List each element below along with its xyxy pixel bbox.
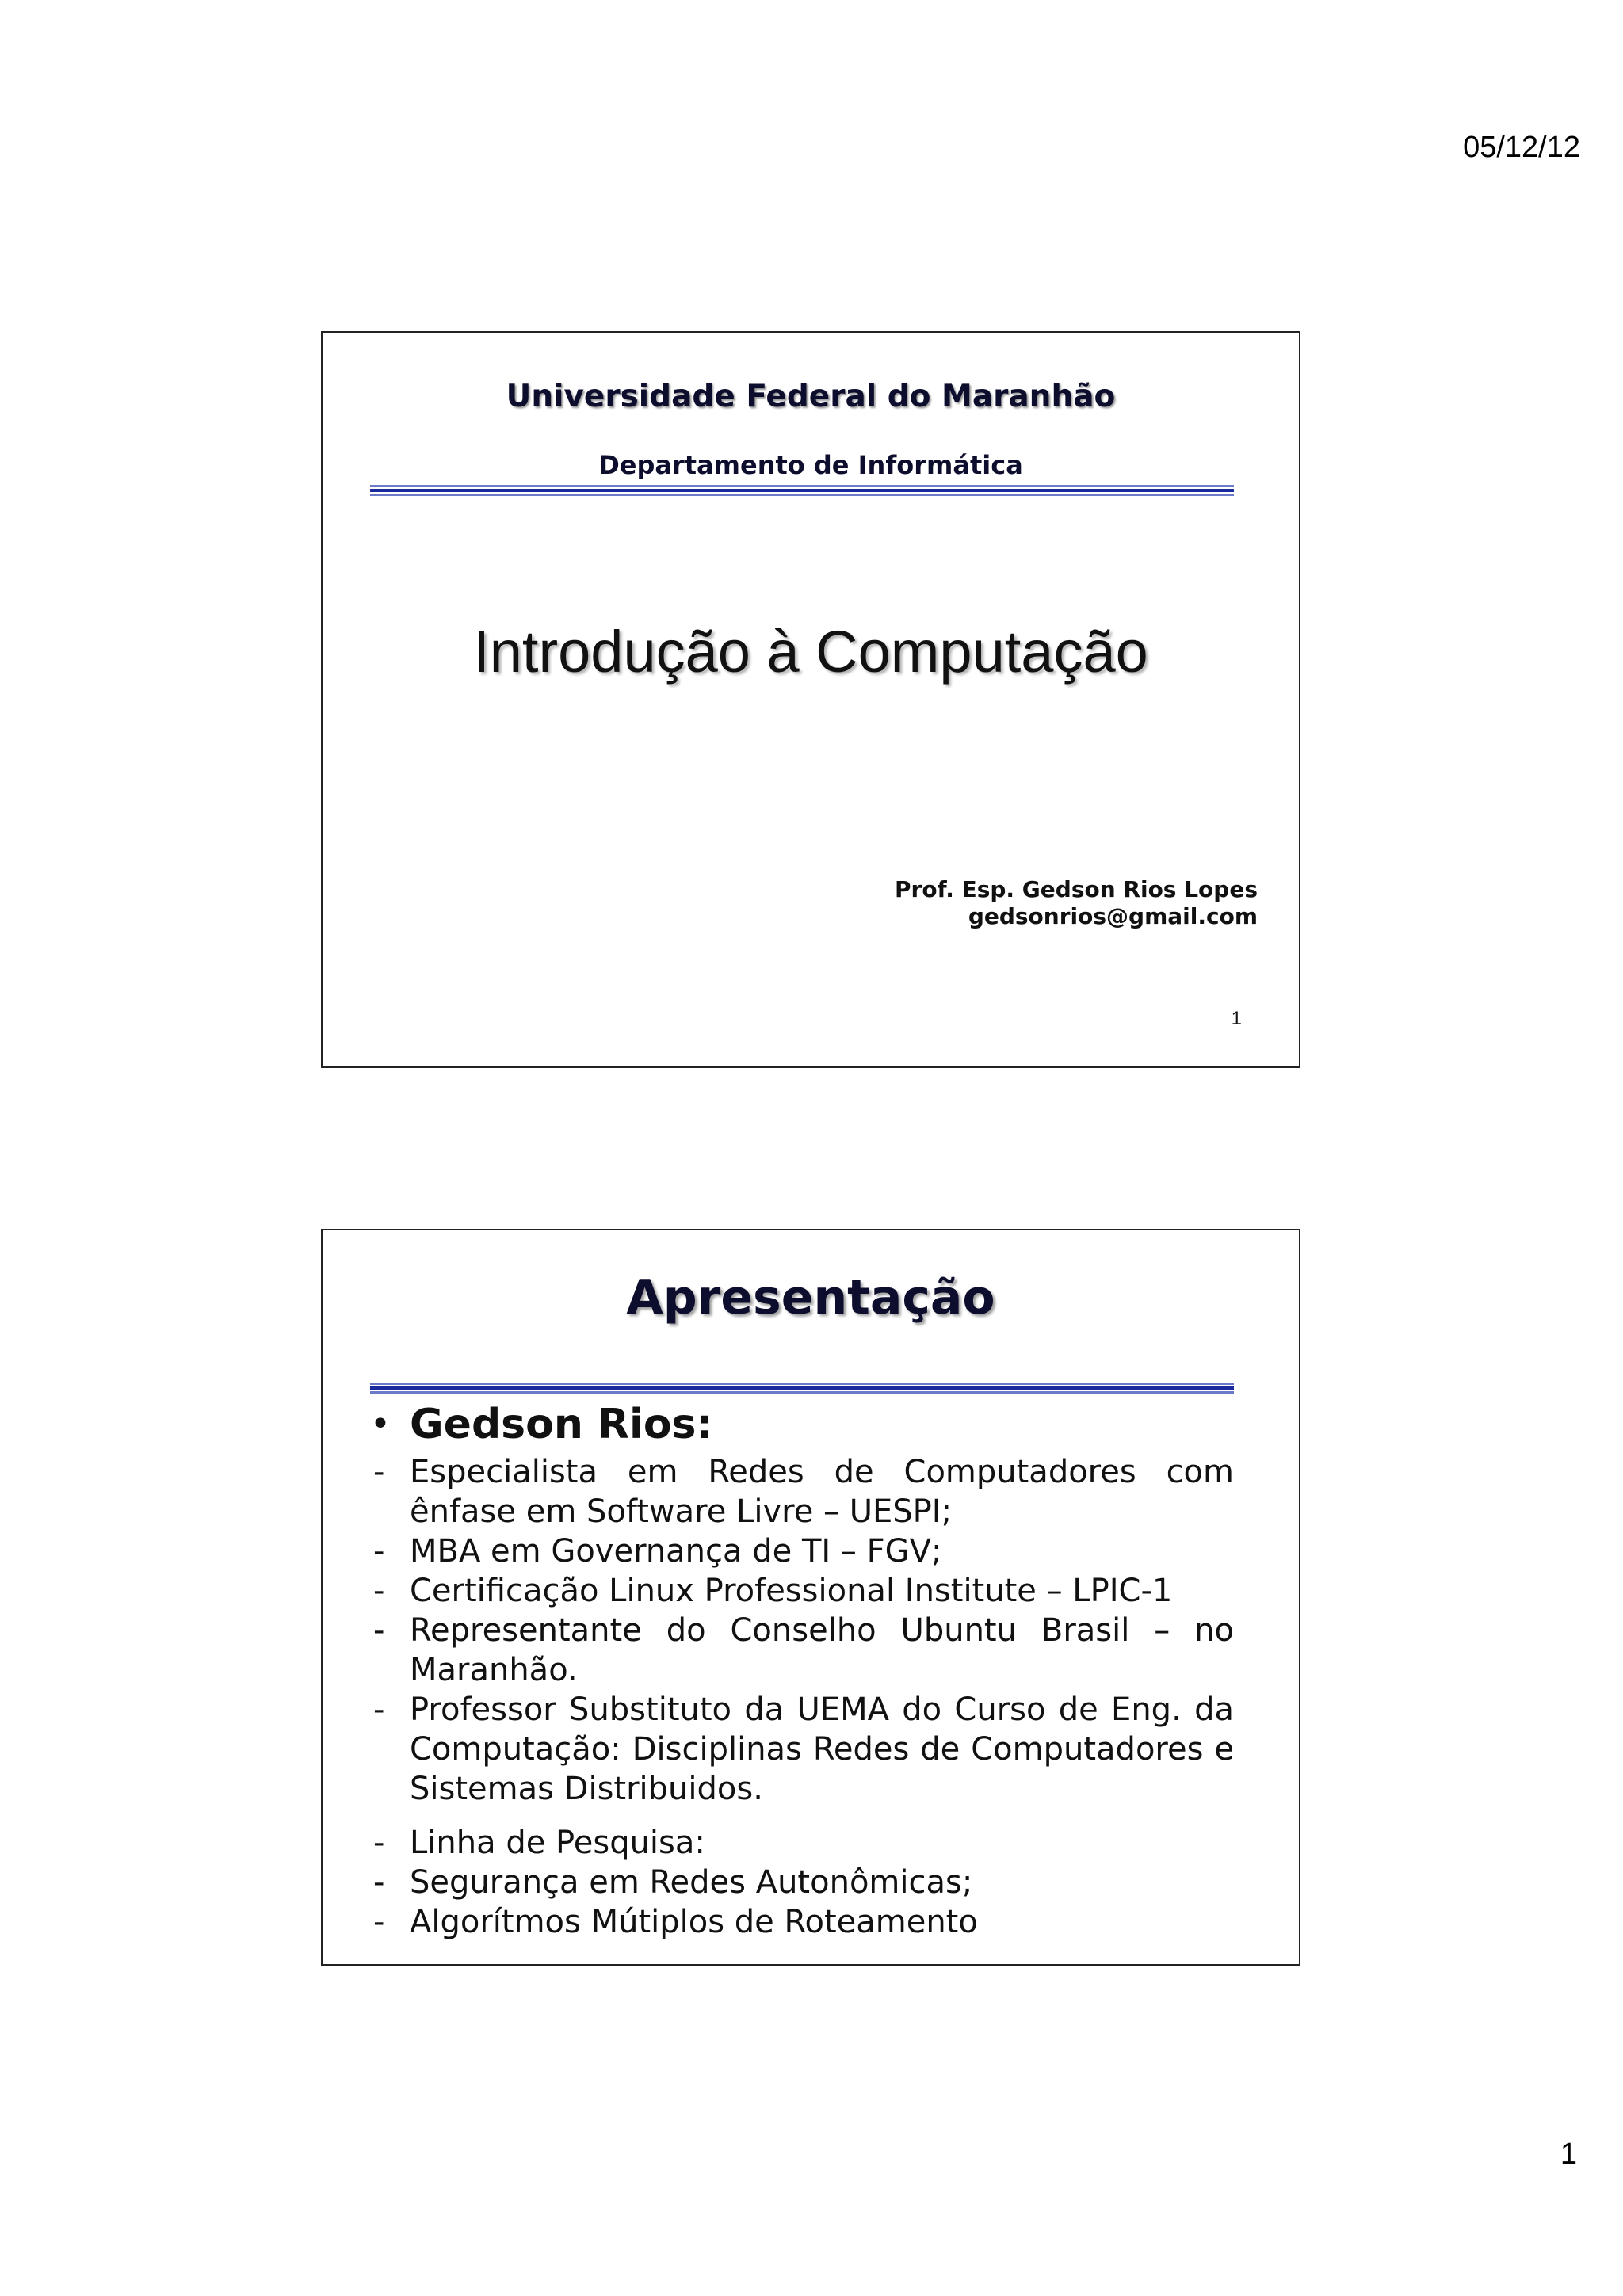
institution-name: Universidade Federal do Maranhão	[506, 379, 1116, 414]
dash-icon: -	[373, 1825, 385, 1861]
list-item	[370, 1531, 1234, 1571]
list-item	[370, 1863, 1234, 1902]
dash-icon: -	[373, 1612, 385, 1649]
list-item	[370, 1902, 1234, 1942]
author-block	[895, 876, 1258, 930]
list-item	[370, 1611, 1234, 1690]
bullet-heading-text: Gedson Rios:	[410, 1401, 713, 1448]
page-date: 05/12/12	[1463, 131, 1580, 164]
list-item-text: Certificação Linux Professional Institute – LPIC-1	[410, 1573, 1173, 1609]
list-item-text: Professor Substituto da UEMA do Curso de Eng. da Computação: Disciplinas Redes de Computadores e Sistemas Distribuidos.	[410, 1691, 1234, 1807]
dash-icon: -	[373, 1454, 385, 1490]
list-item-text: Linha de Pesquisa:	[410, 1825, 705, 1861]
header-divider	[370, 485, 1234, 496]
list-item-text: MBA em Governança de TI – FGV;	[410, 1533, 942, 1569]
section-title: Apresentação	[626, 1270, 995, 1325]
bullet-icon: •	[370, 1404, 391, 1444]
author-name: Prof. Esp. Gedson Rios Lopes	[894, 876, 1258, 902]
list-item-text: Representante do Conselho Ubuntu Brasil – no Maranhão.	[410, 1612, 1234, 1688]
list-item-text: Segurança em Redes Autonômicas;	[410, 1864, 973, 1901]
bullet-heading	[370, 1397, 1234, 1452]
dash-icon: -	[373, 1691, 385, 1728]
department-name: Departamento de Informática	[598, 450, 1023, 480]
slide-title	[321, 331, 1300, 1068]
list-item-text: Especialista em Redes de Computadores com ênfase em Software Livre – UESPI;	[410, 1454, 1234, 1530]
list-item	[370, 1823, 1234, 1863]
presentation-title: Introdução à Computação	[473, 619, 1148, 685]
list-item	[370, 1452, 1234, 1531]
slide-number: 1	[1231, 1008, 1242, 1029]
dash-icon: -	[373, 1573, 385, 1609]
header-divider	[370, 1383, 1234, 1394]
list-item	[370, 1690, 1234, 1809]
slide-content	[370, 1397, 1234, 1942]
dash-icon: -	[373, 1864, 385, 1901]
author-email: gedsonrios@gmail.com	[968, 903, 1258, 929]
dash-icon: -	[373, 1904, 385, 1940]
dash-icon: -	[373, 1533, 385, 1569]
list-item	[370, 1571, 1234, 1611]
slide-apresentacao	[321, 1229, 1300, 1966]
list-item-text: Algorítmos Mútiplos de Roteamento	[410, 1904, 978, 1940]
page-number: 1	[1560, 2138, 1577, 2171]
